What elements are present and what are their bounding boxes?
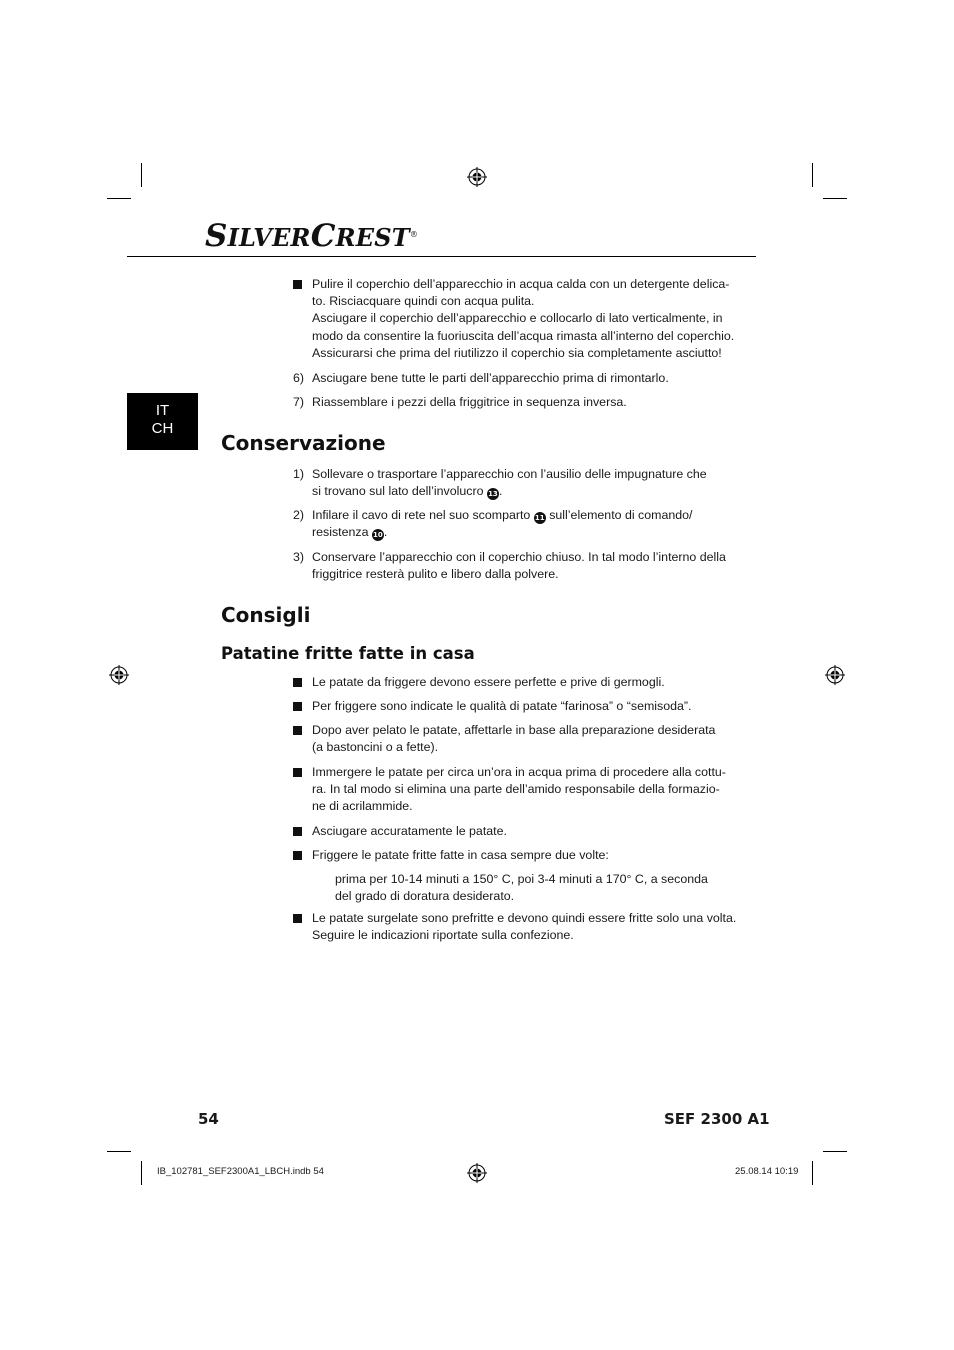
- bullet-icon: [293, 851, 302, 860]
- list-item-text: modo da consentire la fuoriuscita dell’acqua rimasta all’interno del coperchio.: [312, 328, 735, 343]
- crop-mark: [823, 198, 847, 199]
- paragraph-text: del grado di doratura desiderato.: [335, 889, 515, 904]
- registration-mark-icon: [825, 665, 845, 685]
- list-item-text: friggitrice resterà pulito e libero dalla polvere.: [312, 567, 559, 582]
- bullet-icon: [293, 702, 302, 711]
- list-item: [293, 466, 738, 500]
- list-item-text: resistenza: [312, 525, 372, 540]
- list-item: [293, 394, 738, 411]
- registration-mark-icon: [109, 665, 129, 685]
- country-code: CH: [151, 420, 174, 437]
- part-reference-icon: 11: [534, 514, 545, 522]
- list-item-text: Riassemblare i pezzi della friggitrice in sequenza inversa.: [312, 395, 627, 409]
- list-item-text: sull’elemento di comando/: [545, 508, 693, 522]
- page-number: 54: [198, 1110, 219, 1128]
- brand-letter: S: [205, 218, 228, 254]
- list-item-text: Pulire il coperchio dell’apparecchio in acqua calda con un detergente delica-: [312, 277, 730, 291]
- section-heading: Consigli: [221, 603, 311, 627]
- list-item-text: si trovano sul lato dell’involucro: [312, 484, 487, 499]
- list-item-text: (a bastoncini o a fette).: [312, 740, 439, 755]
- brand-logo: [205, 218, 418, 254]
- crop-mark: [812, 163, 813, 187]
- list-item-text: Friggere le patate fritte fatte in casa sempre due volte:: [312, 848, 609, 862]
- language-tab: [127, 393, 198, 450]
- crop-mark: [823, 1151, 847, 1152]
- list-item: [293, 674, 738, 691]
- print-slug-date: 25.08.14 10:19: [735, 1166, 799, 1177]
- section-heading: Conservazione: [221, 431, 386, 455]
- step-number: 6): [293, 371, 305, 385]
- list-item-text: Immergere le patate per circa un’ora in acqua prima di procedere alla cottu-: [312, 765, 726, 779]
- registration-mark-icon: [467, 167, 487, 187]
- part-reference-icon: 10: [373, 531, 383, 540]
- list-item-text: ra. In tal modo si elimina una parte dell’amido responsabile della formazio-: [312, 782, 720, 797]
- bullet-icon: [293, 678, 302, 687]
- subsection-heading: Patatine fritte fatte in casa: [221, 644, 475, 663]
- brand-text: REST: [335, 223, 410, 252]
- step-number: 3): [293, 550, 305, 564]
- crop-mark: [141, 1161, 142, 1185]
- list-item: [293, 847, 738, 864]
- list-item-text: ne di acrilammide.: [312, 799, 413, 814]
- list-item: [293, 370, 738, 387]
- language-code: IT: [155, 402, 170, 419]
- punctuation: .: [498, 484, 503, 499]
- bullet-icon: [293, 914, 302, 923]
- sub-paragraph: [335, 871, 740, 905]
- header-rule: [127, 256, 756, 257]
- brand-letter: C: [310, 218, 336, 254]
- list-item-text: to. Risciacquare quindi con acqua pulita.: [312, 294, 535, 309]
- list-item: [293, 698, 738, 715]
- list-item-text: Dopo aver pelato le patate, affettarle in base alla preparazione desiderata: [312, 723, 716, 737]
- crop-mark: [812, 1161, 813, 1185]
- bullet-icon: [293, 726, 302, 735]
- step-number: 1): [293, 467, 305, 481]
- crop-mark: [141, 163, 142, 187]
- crop-mark: [107, 198, 131, 199]
- bullet-icon: [293, 768, 302, 777]
- print-slug-file: IB_102781_SEF2300A1_LBCH.indb 54: [157, 1166, 324, 1177]
- list-item-text: Assicurarsi che prima del riutilizzo il coperchio sia completamente asciutto!: [312, 345, 722, 360]
- list-item-text: Infilare il cavo di rete nel suo scomparto: [312, 508, 534, 522]
- step-number: 2): [293, 508, 305, 522]
- crop-mark: [107, 1151, 131, 1152]
- list-item-text: Sollevare o trasportare l’apparecchio con l’ausilio delle impugnature che: [312, 467, 707, 481]
- list-item: [293, 507, 738, 541]
- list-item: [293, 549, 738, 583]
- list-item-text: Seguire le indicazioni riportate sulla confezione.: [312, 928, 574, 943]
- registered-mark: ®: [409, 230, 419, 239]
- model-number: SEF 2300 A1: [664, 1110, 770, 1128]
- list-item-text: Le patate surgelate sono prefritte e devono quindi essere fritte solo una volta.: [312, 911, 737, 925]
- list-item-text: Asciugare accuratamente le patate.: [312, 824, 507, 838]
- step-number: 7): [293, 395, 305, 409]
- brand-text: ILVER: [227, 223, 311, 252]
- list-item-text: Asciugare il coperchio dell’apparecchio e collocarlo di lato verticalmente, in: [312, 311, 723, 326]
- bullet-icon: [293, 280, 302, 289]
- list-item: [293, 722, 738, 756]
- list-item-text: Asciugare bene tutte le parti dell’apparecchio prima di rimontarlo.: [312, 371, 669, 385]
- part-reference-icon: 13: [488, 490, 498, 499]
- list-item: [293, 764, 738, 816]
- list-item: [293, 823, 738, 840]
- list-item-text: Per friggere sono indicate le qualità di patate “farinosa” o “semisoda”.: [312, 699, 692, 713]
- punctuation: .: [383, 525, 388, 540]
- paragraph-text: prima per 10-14 minuti a 150° C, poi 3-4 minuti a 170° C, a seconda: [335, 872, 708, 886]
- bullet-icon: [293, 827, 302, 836]
- list-item: [293, 276, 738, 362]
- registration-mark-icon: [467, 1163, 487, 1183]
- list-item: [293, 910, 738, 944]
- list-item-text: Le patate da friggere devono essere perfette e prive di germogli.: [312, 675, 665, 689]
- list-item-text: Conservare l’apparecchio con il coperchio chiuso. In tal modo l’interno della: [312, 550, 726, 564]
